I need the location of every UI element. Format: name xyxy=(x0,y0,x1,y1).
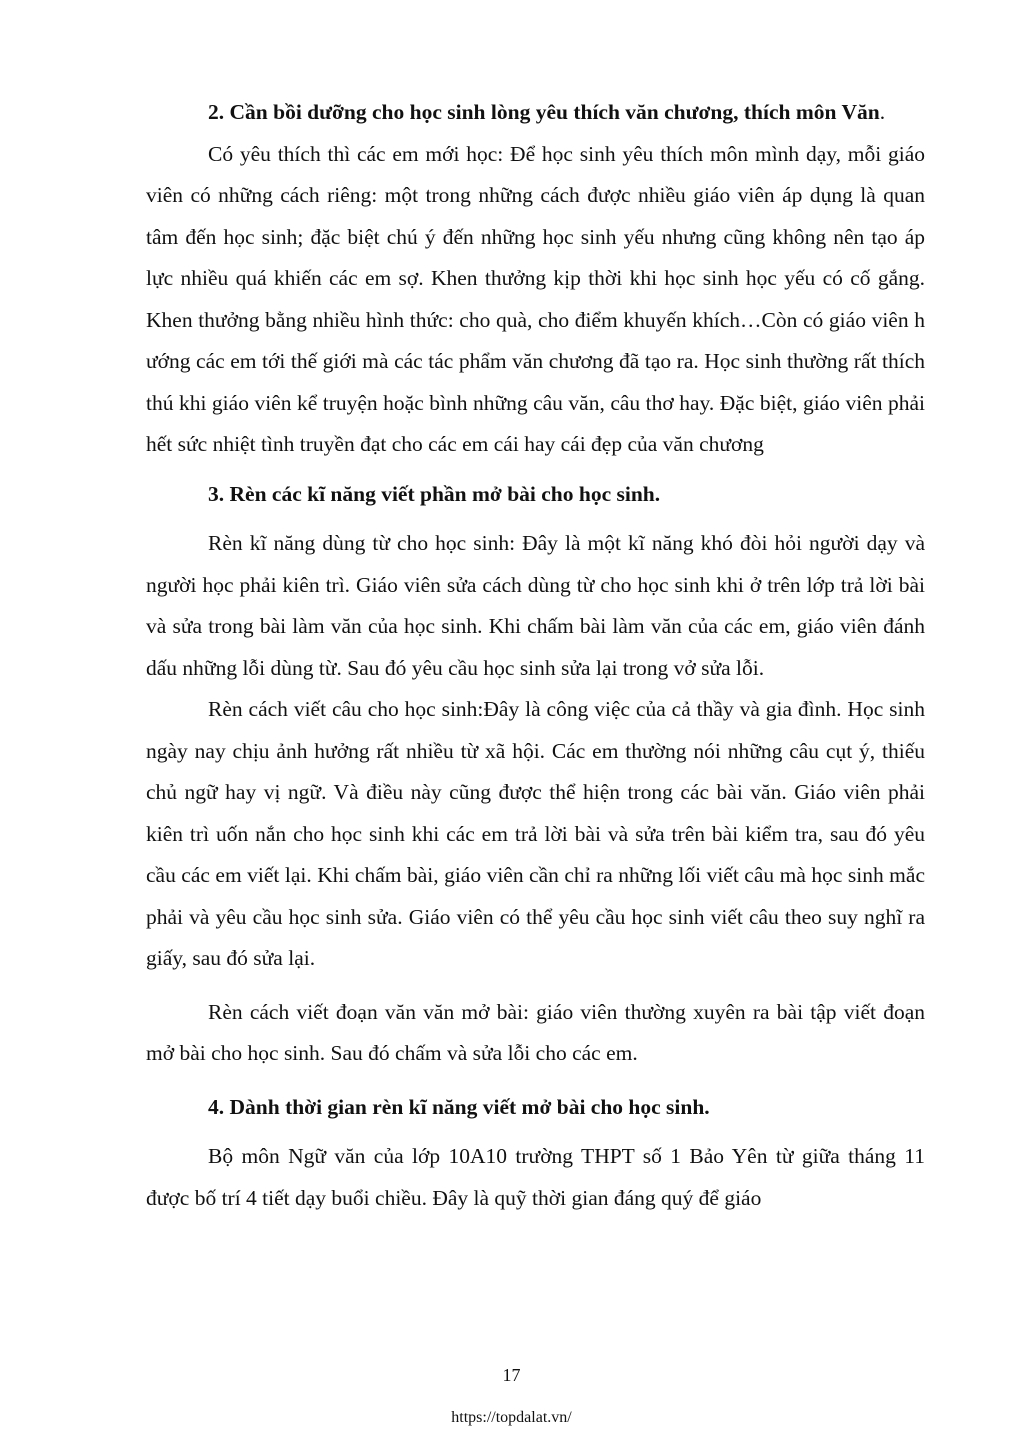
page-number: 17 xyxy=(502,1365,521,1385)
paragraph-class-schedule: Bộ môn Ngữ văn của lớp 10A10 trường THPT số 1 Bảo Yên từ giữa tháng 11 được bố trí 4 tiết dạy buổi chiều. Đây là quỹ thời gian đáng quý để giáo xyxy=(146,1144,925,1210)
section-heading-4: 4. Dành thời gian rèn kĩ năng viết mở bài cho học sinh. xyxy=(208,1094,710,1119)
paragraph-word-usage: Rèn kĩ năng dùng từ cho học sinh: Đây là một kĩ năng khó đòi hỏi người dạy và người học phải kiên trì. Giáo viên sửa cách dùng từ cho học sinh khi ở trên lớp trả lời bài và sửa trong bài làm văn của học sinh. Khi chấm bài làm văn của các em, giáo viên đánh dấu những lỗi dùng từ. Sau đó yêu cầu học sinh sửa lại trong vở sửa lỗi. xyxy=(146,531,925,680)
section-heading-3: 3. Rèn các kĩ năng viết phần mở bài cho học sinh. xyxy=(208,481,661,506)
section-heading-2-text: 2. Cần bồi dưỡng cho học sinh lòng yêu thích văn chương, thích môn Văn xyxy=(208,100,880,124)
paragraph-sentence-writing: Rèn cách viết câu cho học sinh:Đây là công việc của cả thầy và gia đình. Học sinh ngày nay chịu ảnh hưởng rất nhiều từ xã hội. Các em thường nói những câu cụt ý, thiếu chủ ngữ hay vị ngữ. Và điều này cũng được thể hiện trong các bài văn. Giáo viên phải kiên trì uốn nắn cho học sinh khi các em trả lời bài và sửa trên bài kiểm tra, sau đó yêu cầu các em viết lại. Khi chấm bài, giáo viên cần chỉ ra những lối viết câu mà học sinh mắc phải và yêu cầu học sinh sửa. Giáo viên có thể yêu cầu học sinh viết câu theo suy nghĩ ra giấy, sau đó sửa lại. xyxy=(146,697,925,970)
page-body xyxy=(146,92,925,1219)
section-heading-2 xyxy=(146,92,925,134)
paragraph-love-literature: Có yêu thích thì các em mới học: Để học sinh yêu thích môn mình dạy, mỗi giáo viên có những cách riêng: một trong những cách được nhiều giáo viên áp dụng là quan tâm đến học sinh; đặc biệt chú ý đến những học sinh yếu nhưng cũng không nên tạo áp lực nhiều quá khiến các em sợ. Khen thưởng kịp thời khi học sinh học yếu có cố gắng. Khen thưởng bằng nhiều hình thức: cho quà, cho điểm khuyến khích…Còn có giáo viên h ướng các em tới thế giới mà các tác phẩm văn chương đã tạo ra. Học sinh thường rất thích thú khi giáo viên kể truyện hoặc bình những câu văn, câu thơ hay. Đặc biệt, giáo viên phải hết sức nhiệt tình truyền đạt cho các em cái hay cái đẹp của văn chương xyxy=(146,141,925,456)
paragraph-opening-paragraph: Rèn cách viết đoạn văn văn mở bài: giáo viên thường xuyên ra bài tập viết đoạn mở bài cho học sinh. Sau đó chấm và sửa lỗi cho các em. xyxy=(146,999,925,1065)
footer-url[interactable]: https://topdalat.vn/ xyxy=(451,1409,572,1426)
section-heading-2-period: . xyxy=(879,100,886,124)
